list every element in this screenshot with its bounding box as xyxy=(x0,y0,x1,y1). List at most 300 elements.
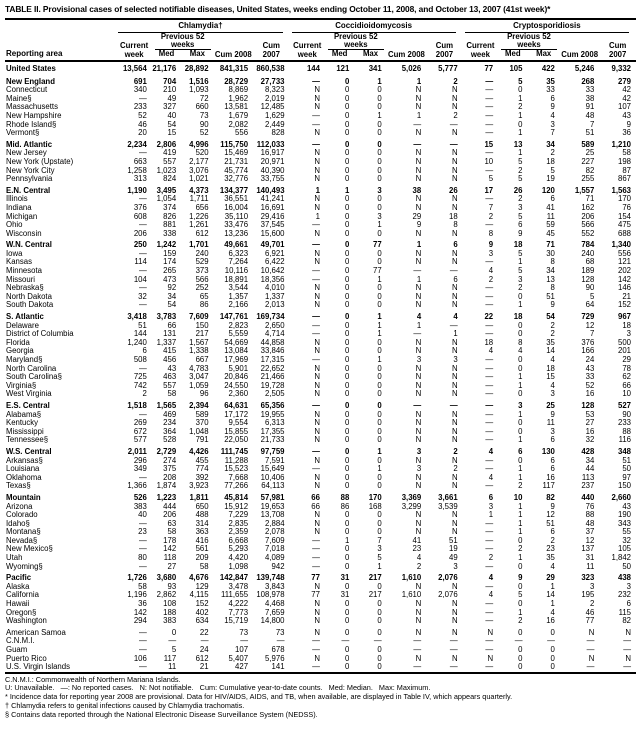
value-cell: 45,814 xyxy=(224,492,249,502)
reporting-area-cell: Wisconsin xyxy=(6,229,42,238)
reporting-area-cell: Montana§ xyxy=(6,528,41,537)
value-cell: 22 xyxy=(199,627,209,637)
value-cell: 9 xyxy=(416,221,422,230)
value-cell: 1,557 xyxy=(574,185,595,195)
table-row xyxy=(5,537,636,546)
value-cell: 120 xyxy=(541,185,555,195)
value-cell: 2,660 xyxy=(611,492,631,502)
value-cell: — xyxy=(485,646,494,654)
value-cell: 0 xyxy=(344,617,350,626)
col-cum-2007: Cum 2007 xyxy=(609,41,627,59)
value-cell: N xyxy=(314,390,320,399)
value-cell: 115 xyxy=(618,608,631,617)
value-cell: 1,054 xyxy=(156,195,177,204)
value-cell: 255 xyxy=(581,175,595,184)
value-cell: 1,565 xyxy=(156,400,177,410)
value-cell: 38 xyxy=(412,185,422,195)
value-cell: — xyxy=(139,221,147,230)
value-cell: 113 xyxy=(581,473,595,482)
value-cell: 589 xyxy=(581,139,595,149)
value-cell: 488 xyxy=(195,511,209,520)
value-cell: N xyxy=(314,627,320,637)
value-cell: 76 xyxy=(622,203,631,212)
value-cell: 438 xyxy=(617,573,631,583)
value-cell: 3 xyxy=(550,390,555,399)
value-cell: 21,733 xyxy=(260,436,285,445)
value-cell: 1,962 xyxy=(228,94,249,103)
value-cell: N xyxy=(415,292,422,301)
value-cell: 1,874 xyxy=(156,482,177,491)
value-cell: 31 xyxy=(340,573,350,583)
value-cell: 150 xyxy=(617,482,631,491)
value-cell: 566 xyxy=(195,275,209,284)
value-cell: 178 xyxy=(163,536,177,545)
table-row xyxy=(5,112,636,121)
value-cell: 1 xyxy=(453,330,458,339)
value-cell: 32 xyxy=(622,536,631,545)
value-cell: 376 xyxy=(133,203,147,212)
value-cell: 660 xyxy=(195,103,209,112)
value-cell: 76 xyxy=(585,502,595,511)
value-cell: 3 xyxy=(377,212,382,221)
value-cell: 1,337 xyxy=(156,338,177,347)
value-cell: — xyxy=(485,364,494,373)
reporting-area-cell: Arizona xyxy=(6,502,33,511)
value-cell: 0 xyxy=(344,76,350,86)
value-cell: — xyxy=(485,129,494,138)
value-cell: 77 xyxy=(585,617,595,626)
value-cell: 14 xyxy=(546,591,555,600)
value-cell: 0 xyxy=(377,195,382,204)
value-cell: 206 xyxy=(163,511,177,520)
reporting-area-cell: Missouri xyxy=(6,275,36,284)
value-cell: N xyxy=(452,528,458,537)
value-cell: 105 xyxy=(617,545,631,554)
reporting-area-cell: District of Columbia xyxy=(6,330,74,339)
value-cell: 1 xyxy=(344,185,350,195)
value-cell: 16,004 xyxy=(224,203,249,212)
value-cell: 139,748 xyxy=(256,573,285,583)
value-cell: N xyxy=(452,427,458,436)
reporting-area-cell: Idaho§ xyxy=(6,519,30,528)
value-cell: 0 xyxy=(344,482,350,491)
value-cell: N xyxy=(415,410,422,419)
value-cell: 65 xyxy=(199,292,209,301)
value-cell: 5 xyxy=(590,292,595,301)
value-cell: 9 xyxy=(550,502,555,511)
value-cell: 18,356 xyxy=(260,275,285,284)
value-cell: N xyxy=(314,284,320,293)
value-cell: 3 xyxy=(550,427,555,436)
value-cell: 0 xyxy=(344,203,350,212)
value-cell: 87 xyxy=(622,166,631,175)
value-cell: — xyxy=(485,663,494,672)
value-cell: 6,323 xyxy=(228,249,249,258)
value-cell: 97 xyxy=(622,473,631,482)
col-med: Med xyxy=(158,50,175,59)
value-cell: 117 xyxy=(163,654,177,663)
value-cell: N xyxy=(415,229,422,238)
value-cell: N xyxy=(452,654,458,663)
value-cell: 6,313 xyxy=(265,419,285,428)
value-cell: 5 xyxy=(550,166,555,175)
value-cell: 57,981 xyxy=(260,492,285,502)
value-cell: — xyxy=(485,195,494,204)
value-cell: 0 xyxy=(518,292,523,301)
value-cell: 327 xyxy=(163,103,177,112)
value-cell: 152 xyxy=(617,301,631,310)
table-row xyxy=(5,563,636,572)
value-cell: 422 xyxy=(541,64,555,73)
value-cell: 3,299 xyxy=(401,502,422,511)
value-cell: 0 xyxy=(550,663,555,672)
value-cell: 36 xyxy=(138,600,147,609)
value-cell: 15 xyxy=(484,139,494,149)
value-cell: 170 xyxy=(368,492,382,502)
value-cell: 1 xyxy=(377,312,382,322)
value-cell: 34 xyxy=(546,267,555,276)
value-cell: 32 xyxy=(585,436,595,445)
value-cell: 0 xyxy=(377,390,382,399)
value-cell: 11 xyxy=(168,663,177,672)
value-cell: N xyxy=(415,582,422,591)
reporting-area-cell: American Samoa xyxy=(6,627,66,637)
value-cell: N xyxy=(415,427,422,436)
table-row xyxy=(5,655,636,664)
value-cell: 36,551 xyxy=(224,195,249,204)
value-cell: — xyxy=(200,637,209,646)
col-current-week: Current week xyxy=(120,41,149,59)
value-cell: 26 xyxy=(513,185,523,195)
value-cell: 296 xyxy=(133,456,147,465)
col-previous-52-weeks: Previous 52 weeks xyxy=(498,33,560,51)
value-cell: 8 xyxy=(488,229,494,238)
value-cell: 9,332 xyxy=(611,64,631,73)
value-cell: 1 xyxy=(416,321,422,330)
value-cell: 1,226 xyxy=(189,212,209,221)
value-cell: 0 xyxy=(377,519,382,528)
value-cell: 577 xyxy=(133,436,147,445)
value-cell: N xyxy=(452,519,458,528)
value-cell: 0 xyxy=(377,103,382,112)
value-cell: 3 xyxy=(416,356,422,364)
value-cell: 1,196 xyxy=(127,591,147,600)
value-cell: — xyxy=(312,400,320,410)
value-cell: 1 xyxy=(518,436,523,445)
value-cell: 51 xyxy=(585,129,595,138)
value-cell: 54 xyxy=(167,120,177,129)
value-cell: — xyxy=(485,381,494,390)
value-cell: — xyxy=(139,364,147,373)
value-cell: 3,418 xyxy=(127,312,147,322)
value-cell: 0 xyxy=(344,301,350,310)
value-cell: 51 xyxy=(546,519,555,528)
value-cell: 15,912 xyxy=(224,502,249,511)
value-cell: 9 xyxy=(626,120,631,129)
value-cell: 791 xyxy=(195,436,209,445)
value-cell: 16 xyxy=(585,427,595,436)
value-cell: — xyxy=(485,94,494,103)
value-cell: — xyxy=(485,600,494,609)
value-cell: 217 xyxy=(368,573,382,583)
value-cell: 217 xyxy=(195,330,209,339)
value-cell: 50 xyxy=(622,465,631,474)
value-cell: 0 xyxy=(377,129,382,138)
value-cell: 1 xyxy=(416,240,422,250)
value-cell: 25 xyxy=(546,400,555,410)
value-cell: 6,668 xyxy=(228,536,249,545)
value-cell: 2 xyxy=(550,536,555,545)
value-cell: 1,338 xyxy=(189,347,209,356)
value-cell: 3 xyxy=(377,185,382,195)
value-cell: — xyxy=(139,149,147,158)
reporting-area-cell: Mid. Atlantic xyxy=(6,139,53,149)
value-cell: 1 xyxy=(377,275,382,284)
value-cell: 4,420 xyxy=(228,554,249,563)
value-cell: N xyxy=(415,390,422,399)
value-cell: N xyxy=(452,86,458,95)
value-cell: 0 xyxy=(344,446,350,456)
value-cell: 0 xyxy=(344,562,350,571)
value-cell: 15,523 xyxy=(224,465,249,474)
value-cell: N xyxy=(452,456,458,465)
value-cell: 2 xyxy=(518,166,523,175)
value-cell: 34 xyxy=(585,456,595,465)
table-row xyxy=(5,250,636,259)
value-cell: 77 xyxy=(311,573,320,583)
value-cell: 1 xyxy=(518,502,523,511)
value-cell: 1 xyxy=(550,600,555,609)
value-cell: — xyxy=(449,120,458,129)
value-cell: 0 xyxy=(518,427,523,436)
value-cell: 35 xyxy=(546,554,555,563)
value-cell: 66 xyxy=(622,381,631,390)
value-cell: 16 xyxy=(546,617,555,626)
value-cell: 3,843 xyxy=(265,582,285,591)
value-cell: 18 xyxy=(449,212,458,221)
value-cell: 206 xyxy=(133,229,147,238)
value-cell: 7 xyxy=(377,536,382,545)
value-cell: 16,691 xyxy=(260,203,285,212)
value-cell: 0 xyxy=(344,456,350,465)
value-cell: 107 xyxy=(235,646,249,654)
reporting-area-cell: New York City xyxy=(6,166,55,175)
reporting-area-cell: Guam xyxy=(6,646,28,654)
value-cell: N xyxy=(452,166,458,175)
value-cell: 116 xyxy=(618,436,631,445)
value-cell: 1 xyxy=(518,528,523,537)
reporting-area-cell: Pennsylvania xyxy=(6,175,53,184)
value-cell: 0 xyxy=(377,663,382,672)
value-cell: N xyxy=(415,347,422,356)
value-cell: 1,242 xyxy=(156,240,177,250)
value-cell: 0 xyxy=(344,338,350,347)
value-cell: 867 xyxy=(617,175,631,184)
value-cell: 0 xyxy=(344,120,350,129)
value-cell: 33,755 xyxy=(260,175,285,184)
value-cell: 9 xyxy=(488,240,494,250)
value-cell: — xyxy=(485,284,494,293)
value-cell: N xyxy=(314,473,320,482)
value-cell: 4,222 xyxy=(228,600,249,609)
value-cell: N xyxy=(314,410,320,419)
value-cell: 1 xyxy=(518,519,523,528)
reporting-area-cell: Wyoming§ xyxy=(6,562,43,571)
reporting-area-cell: Virginia§ xyxy=(6,381,37,390)
value-cell: N xyxy=(314,528,320,537)
value-cell: 14,800 xyxy=(260,617,285,626)
value-cell: — xyxy=(312,76,320,86)
value-cell: 29 xyxy=(412,212,422,221)
value-cell: N xyxy=(588,654,595,663)
value-cell: 1 xyxy=(518,473,523,482)
reporting-area-cell: South Dakota xyxy=(6,301,54,310)
value-cell: 217 xyxy=(368,591,382,600)
value-cell: 348 xyxy=(617,446,631,456)
value-cell: 5,901 xyxy=(228,364,249,373)
value-cell: — xyxy=(413,400,422,410)
value-cell: 1 xyxy=(377,356,382,364)
value-cell: — xyxy=(312,554,320,563)
reporting-area-cell: U.S. Virgin Islands xyxy=(6,663,70,672)
value-cell: N xyxy=(314,347,320,356)
value-cell: 20,846 xyxy=(224,373,249,382)
value-cell: 209 xyxy=(195,554,209,563)
value-cell: — xyxy=(485,166,494,175)
reporting-area-cell: Puerto Rico xyxy=(6,654,47,663)
table-row xyxy=(5,528,636,537)
value-cell: 21 xyxy=(199,663,209,672)
value-cell: 520 xyxy=(195,149,209,158)
value-cell: N xyxy=(314,373,320,382)
value-cell: 4 xyxy=(518,347,523,356)
value-cell: 1 xyxy=(518,554,523,563)
value-cell: 881 xyxy=(163,221,177,230)
value-cell: 1,726 xyxy=(127,573,147,583)
value-cell: 0 xyxy=(344,646,350,654)
value-cell: 58 xyxy=(622,149,631,158)
table-row xyxy=(5,491,636,503)
value-cell: 88 xyxy=(585,511,595,520)
value-cell: — xyxy=(139,301,147,310)
value-cell: 140,493 xyxy=(256,185,285,195)
value-cell: 142 xyxy=(163,545,177,554)
value-cell: 170 xyxy=(617,195,631,204)
value-cell: 71 xyxy=(585,195,595,204)
value-cell: N xyxy=(314,166,320,175)
value-cell: 21,466 xyxy=(260,373,285,382)
value-cell: 15,649 xyxy=(260,465,285,474)
value-cell: 66 xyxy=(311,502,320,511)
table-row xyxy=(5,258,636,267)
value-cell: 240 xyxy=(581,249,595,258)
value-cell: 4 xyxy=(488,573,494,583)
value-cell: 0 xyxy=(518,456,523,465)
value-cell: 0 xyxy=(344,284,350,293)
value-cell: — xyxy=(413,330,422,339)
value-cell: 2,076 xyxy=(438,591,458,600)
reporting-area-cell: New Mexico§ xyxy=(6,545,53,554)
value-cell: 49,661 xyxy=(224,240,249,250)
value-cell: — xyxy=(312,646,320,654)
reporting-area-cell: Rhode Island§ xyxy=(6,120,57,129)
value-cell: 313 xyxy=(133,175,147,184)
value-cell: 13,708 xyxy=(260,511,285,520)
value-cell: 0 xyxy=(344,175,350,184)
table-row xyxy=(5,86,636,95)
value-cell: 557 xyxy=(163,157,177,166)
table-row xyxy=(5,138,636,150)
value-cell: 508 xyxy=(133,356,147,364)
value-cell: 2 xyxy=(550,321,555,330)
reporting-area-cell: Delaware xyxy=(6,321,39,330)
value-cell: 82 xyxy=(622,617,631,626)
value-cell: N xyxy=(415,86,422,95)
table-row xyxy=(5,293,636,302)
value-cell: 1,223 xyxy=(156,492,177,502)
value-cell: 22,050 xyxy=(224,436,249,445)
value-cell: 0 xyxy=(377,373,382,382)
value-cell: N xyxy=(452,129,458,138)
value-cell: N xyxy=(314,203,320,212)
reporting-area-cell: Oregon§ xyxy=(6,608,37,617)
table-row xyxy=(5,428,636,437)
value-cell: 227 xyxy=(581,157,595,166)
value-cell: 3,495 xyxy=(156,185,177,195)
reporting-area-cell: Kansas xyxy=(6,258,33,267)
value-cell: 114 xyxy=(134,258,147,267)
table-row xyxy=(5,511,636,520)
value-cell: N xyxy=(314,258,320,267)
value-cell: N xyxy=(452,301,458,310)
value-cell: 11 xyxy=(546,212,555,221)
value-cell: 6,422 xyxy=(265,258,285,267)
value-cell: 2,884 xyxy=(265,519,285,528)
value-cell: — xyxy=(485,111,494,120)
value-cell: 1 xyxy=(416,275,422,284)
value-cell: 6 xyxy=(550,195,555,204)
value-cell: 206 xyxy=(581,212,595,221)
value-cell: 64 xyxy=(585,301,595,310)
value-cell: 20,971 xyxy=(260,157,285,166)
value-cell: — xyxy=(449,663,458,672)
value-cell: 0 xyxy=(344,528,350,537)
value-cell: 1 xyxy=(377,321,382,330)
value-cell: — xyxy=(485,528,494,537)
value-cell: N xyxy=(452,627,458,637)
value-cell: 3 xyxy=(453,356,458,364)
value-cell: 428 xyxy=(581,446,595,456)
value-cell: 142 xyxy=(133,608,147,617)
value-cell: 0 xyxy=(377,175,382,184)
value-cell: — xyxy=(485,617,494,626)
value-cell: 144 xyxy=(133,330,147,339)
value-cell: 48 xyxy=(585,519,595,528)
col-previous-52-weeks: Previous 52 weeks xyxy=(325,33,387,51)
value-cell: 77 xyxy=(373,267,382,276)
value-cell: 3,369 xyxy=(401,492,422,502)
value-cell: 13,084 xyxy=(224,347,249,356)
value-cell: 1,059 xyxy=(189,381,209,390)
value-cell: 121 xyxy=(336,64,350,73)
table-row xyxy=(5,474,636,483)
value-cell: 15 xyxy=(167,129,177,138)
value-cell: 73 xyxy=(275,627,285,637)
value-cell: 0 xyxy=(344,654,350,663)
value-cell: — xyxy=(485,149,494,158)
value-cell: 3 xyxy=(590,582,595,591)
value-cell: N xyxy=(452,511,458,520)
